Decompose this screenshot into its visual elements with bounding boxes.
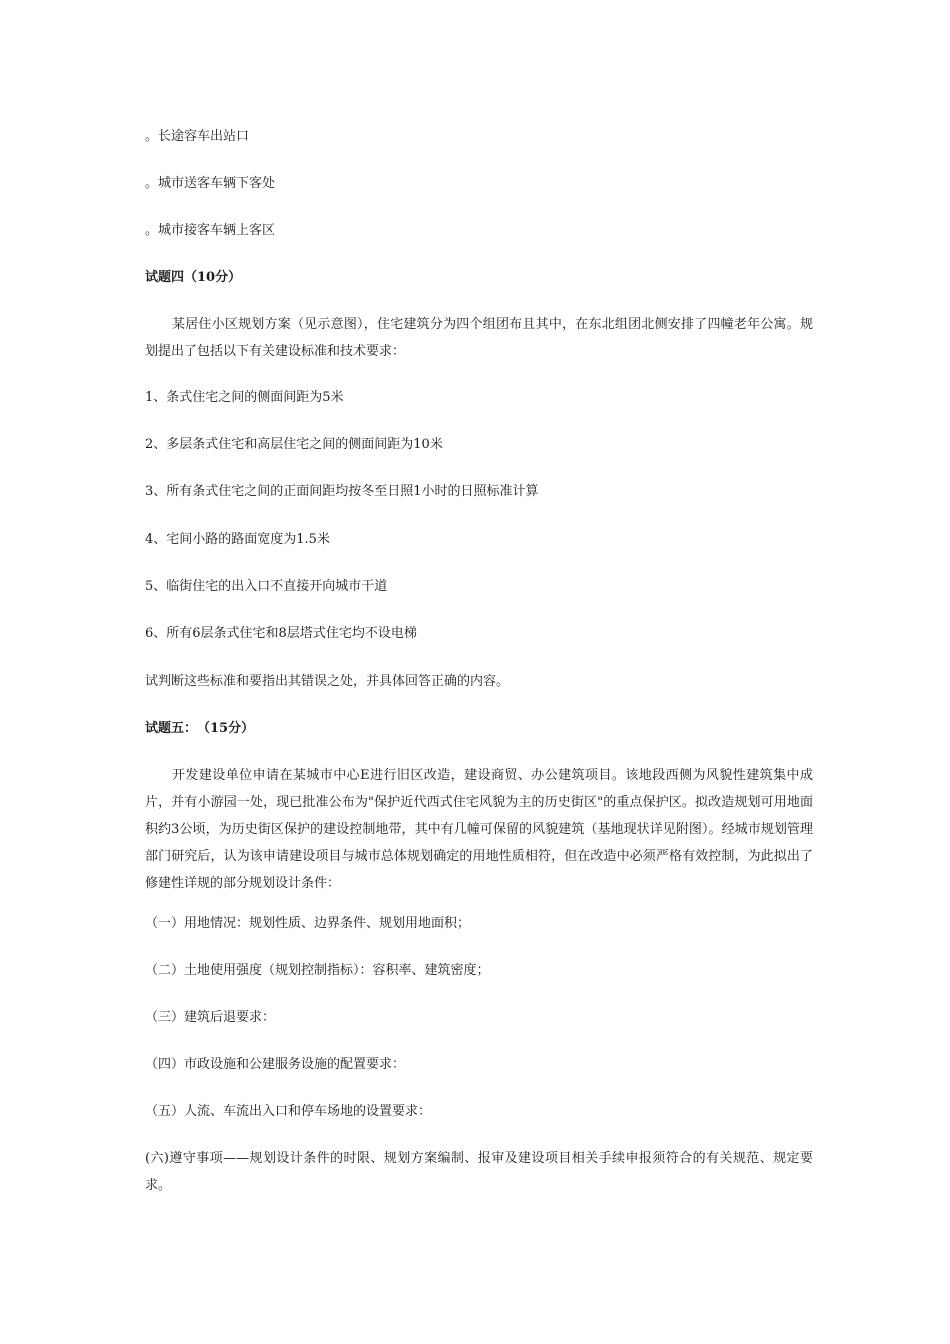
q4-item-1: 1、条式住宅之间的侧面间距为5米 [145,390,344,405]
q5-item-1: （一）用地情况：规划性质、边界条件、规划用地面积； [145,916,471,931]
q5-intro-paragraph: 开发建设单位申请在某城市中心E进行旧区改造，建设商贸、办公建筑项目。该地段西侧为风貌性建筑集中成片，并有小游园一处，现已批准公布为"保护近代西式住宅风貌为主的历史街区"的重点保护区。拟改造规划可用地面积约3公顷，为历史街区保护的建设控制地带，其中有几幢可保留的风貌建筑（基地现状详见附图）。经城市规划管理部门研究后，认为该申请建设项目与城市总体规划确定的用地性质相符，但在改造中必须严格有效控制，为此拟出了修建性详规的部分规划设计条件： [145,768,813,891]
q5-item-3: （三）建筑后退要求： [145,1010,276,1025]
q4-item-3: 3、所有条式住宅之间的正面间距均按冬至日照1小时的日照标准计算 [145,484,539,499]
q5-title: 试题五： （15分） [145,721,255,736]
q4-intro-paragraph: 某居住小区规划方案（见示意图），住宅建筑分为四个组团布且其中，在东北组团北侧安排了四幢老年公寓。规划提出了包括以下有关建设标准和技术要求： [145,317,813,359]
q5-item-6: (六)遵守事项——规划设计条件的时限、规划方案编制、报审及建设项目相关手续申报须符合的有关规范、规定要求。 [145,1151,813,1193]
q5-item-2: （二）土地使用强度（规划控制指标）：容积率、建筑密度； [145,963,490,978]
q5-item-4: （四）市政设施和公建服务设施的配置要求： [145,1057,406,1072]
q4-item-5: 5、临街住宅的出入口不直接开向城市干道 [145,579,388,594]
list-item-long-distance-exit: 。长途容车出站口 [145,129,250,144]
q4-title: 试题四（10分） [145,270,242,285]
q5-item-5: （五）人流、车流出入口和停车场地的设置要求： [145,1104,432,1119]
list-item-city-dropoff: 。城市送客车辆下客处 [145,176,276,191]
q4-item-6: 6、所有6层条式住宅和8层塔式住宅均不设电梯 [145,626,417,641]
list-item-city-pickup: 。城市接客车辆上客区 [145,223,276,238]
q4-question: 试判断这些标准和要指出其错误之处，并具体回答正确的内容。 [145,674,510,689]
q4-item-4: 4、宅间小路的路面宽度为1.5米 [145,532,330,547]
q4-item-2: 2、多层条式住宅和高层住宅之间的侧面间距为10米 [145,437,443,452]
